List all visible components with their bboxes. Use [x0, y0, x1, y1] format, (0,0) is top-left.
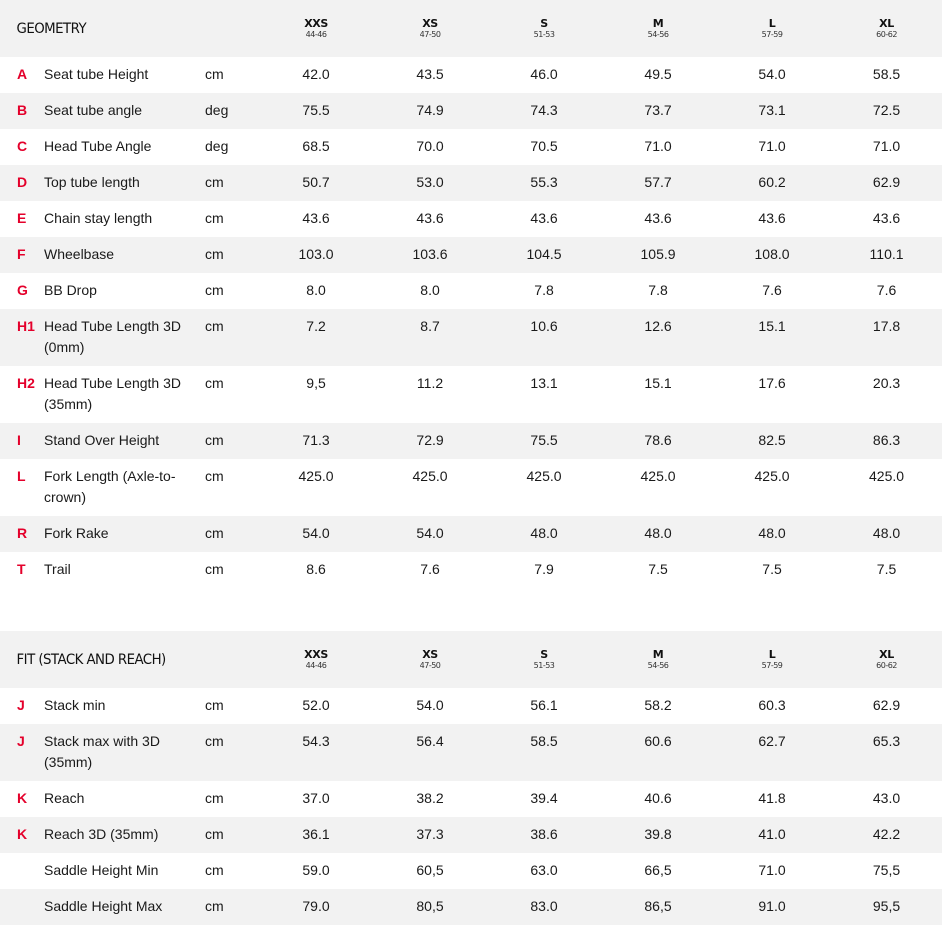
row-value: 71.0 [644, 138, 672, 154]
row-label: Stand Over Height [44, 432, 160, 448]
row-value: 48.0 [758, 525, 786, 541]
table-row [0, 57, 942, 93]
row-value: 49.5 [644, 66, 672, 82]
row-unit: cm [205, 432, 224, 448]
fit-header-row [0, 631, 942, 688]
row-value: 110.1 [869, 246, 904, 262]
row-value: 86.3 [872, 432, 901, 448]
table-row [0, 552, 942, 588]
row-value: 58.5 [872, 66, 901, 82]
row-letter [0, 889, 44, 925]
row-value: 50.7 [302, 174, 330, 190]
row-value: 86,5 [644, 898, 672, 914]
row-letter: T [17, 561, 26, 577]
row-value: 56.4 [416, 733, 444, 749]
size-range: 47-50 [419, 29, 441, 39]
row-value: 54.0 [416, 525, 444, 541]
size-range: 54-56 [647, 660, 669, 670]
row-value: 10.6 [530, 318, 558, 334]
row-value: 7.6 [762, 282, 782, 298]
fit-rows [0, 688, 942, 925]
row-label: Head Tube Length 3D (0mm) [44, 318, 181, 355]
row-letter: H1 [17, 318, 35, 334]
row-value: 53.0 [416, 174, 444, 190]
row-value: 13.1 [530, 375, 558, 391]
row-value: 73.1 [758, 102, 786, 118]
row-value: 58.2 [644, 697, 672, 713]
row-label: Fork Length (Axle-to-crown) [44, 468, 176, 505]
size-name: M [652, 647, 664, 661]
size-header-s [487, 631, 601, 688]
row-label: Fork Rake [44, 525, 109, 541]
row-letter: D [17, 174, 28, 190]
size-name: XXS [304, 647, 328, 661]
row-value: 17.8 [872, 318, 901, 334]
row-letter: C [17, 138, 28, 154]
row-value: 8.6 [306, 561, 326, 577]
row-value: 65.3 [872, 733, 901, 749]
row-value: 80,5 [416, 898, 444, 914]
size-range: 44-46 [305, 660, 327, 670]
row-value: 68.5 [302, 138, 330, 154]
row-unit: cm [205, 174, 224, 190]
table-row [0, 309, 942, 366]
row-value: 43.0 [872, 790, 901, 806]
row-value: 79.0 [302, 898, 330, 914]
row-value: 78.6 [644, 432, 672, 448]
row-value: 105.9 [640, 246, 676, 262]
row-letter [0, 853, 44, 889]
size-header-xl [829, 631, 942, 688]
size-name: XL [879, 16, 894, 30]
row-value: 42.0 [302, 66, 330, 82]
size-range: 44-46 [305, 29, 327, 39]
row-value: 54.3 [302, 733, 330, 749]
row-value: 425.0 [412, 468, 448, 484]
row-value: 37.3 [416, 826, 444, 842]
row-value: 74.9 [416, 102, 444, 118]
fit-section-title: FIT (STACK AND REACH) [16, 651, 166, 668]
row-value: 91.0 [758, 898, 786, 914]
row-value: 39.4 [530, 790, 558, 806]
row-label: Reach 3D (35mm) [44, 826, 159, 842]
row-value: 72.9 [416, 432, 444, 448]
row-letter: G [17, 282, 28, 298]
size-header-s [487, 0, 601, 57]
row-label: BB Drop [44, 282, 97, 298]
row-value: 54.0 [302, 525, 330, 541]
row-label: Saddle Height Min [44, 862, 159, 878]
table-row [0, 423, 942, 459]
row-value: 43.6 [758, 210, 786, 226]
row-value: 48.0 [872, 525, 901, 541]
table-row [0, 781, 942, 817]
row-value: 43.6 [872, 210, 901, 226]
size-name: S [540, 647, 548, 661]
row-value: 36.1 [302, 826, 330, 842]
row-unit: cm [205, 898, 224, 914]
size-header-xs [373, 0, 487, 57]
table-row [0, 459, 942, 516]
row-value: 42.2 [872, 826, 901, 842]
row-value: 103.0 [298, 246, 334, 262]
row-value: 38.2 [416, 790, 444, 806]
row-value: 71.0 [758, 138, 786, 154]
row-value: 62.7 [758, 733, 786, 749]
row-value: 60.2 [758, 174, 786, 190]
row-label: Wheelbase [44, 246, 115, 262]
row-value: 15.1 [758, 318, 786, 334]
size-name: XS [422, 16, 438, 30]
row-letter: R [17, 525, 28, 541]
row-label: Head Tube Length 3D (35mm) [44, 375, 181, 412]
geometry-header-row [0, 0, 942, 57]
row-value: 43.6 [644, 210, 672, 226]
row-unit: cm [205, 733, 224, 749]
row-label: Seat tube angle [44, 102, 143, 118]
size-header-xl [829, 0, 942, 57]
row-value: 54.0 [758, 66, 786, 82]
row-unit: cm [205, 246, 224, 262]
row-value: 9,5 [306, 375, 326, 391]
size-range: 54-56 [647, 29, 669, 39]
row-value: 425.0 [869, 468, 905, 484]
row-letter: J [17, 697, 25, 713]
row-value: 48.0 [644, 525, 672, 541]
row-value: 72.5 [872, 102, 901, 118]
row-letter: J [17, 733, 25, 749]
row-value: 15.1 [644, 375, 672, 391]
row-value: 39.8 [644, 826, 672, 842]
row-value: 8.7 [420, 318, 440, 334]
table-row [0, 201, 942, 237]
size-range: 60-62 [876, 660, 897, 670]
row-value: 40.6 [644, 790, 672, 806]
row-letter: B [17, 102, 28, 118]
size-range: 51-53 [533, 29, 555, 39]
row-value: 7.8 [534, 282, 554, 298]
row-value: 8.0 [306, 282, 326, 298]
row-unit: cm [205, 790, 224, 806]
size-range: 57-59 [761, 29, 783, 39]
row-value: 17.6 [758, 375, 786, 391]
row-letter: E [17, 210, 27, 226]
row-value: 43.6 [530, 210, 558, 226]
table-row [0, 165, 942, 201]
row-letter: I [17, 432, 21, 448]
row-value: 425.0 [754, 468, 790, 484]
row-unit: cm [205, 525, 224, 541]
row-value: 60,5 [416, 862, 444, 878]
size-name: XXS [304, 16, 328, 30]
row-value: 7.5 [648, 561, 668, 577]
row-value: 60.6 [644, 733, 672, 749]
row-unit: cm [205, 561, 224, 577]
row-value: 75.5 [302, 102, 330, 118]
size-header-m [601, 0, 715, 57]
row-value: 83.0 [530, 898, 558, 914]
row-value: 60.3 [758, 697, 786, 713]
size-name: M [652, 16, 664, 30]
table-row [0, 688, 942, 724]
row-value: 37.0 [302, 790, 330, 806]
row-unit: cm [205, 210, 224, 226]
row-value: 7.2 [306, 318, 326, 334]
row-value: 8.0 [420, 282, 440, 298]
fit-table [0, 631, 942, 925]
row-letter: K [17, 826, 28, 842]
size-range: 60-62 [876, 29, 897, 39]
row-unit: cm [205, 862, 224, 878]
row-letter: F [17, 246, 26, 262]
row-letter: A [17, 66, 28, 82]
size-header-m [601, 631, 715, 688]
row-value: 7.6 [420, 561, 440, 577]
table-row [0, 237, 942, 273]
size-range: 51-53 [533, 660, 555, 670]
row-label: Stack min [44, 697, 106, 713]
row-value: 56.1 [530, 697, 558, 713]
row-value: 43.6 [416, 210, 444, 226]
row-value: 46.0 [530, 66, 558, 82]
row-value: 95,5 [872, 898, 901, 914]
row-value: 71.0 [872, 138, 901, 154]
row-unit: cm [205, 375, 224, 391]
row-value: 104.5 [526, 246, 562, 262]
size-header-xs [373, 631, 487, 688]
row-unit: cm [205, 66, 224, 82]
row-value: 41.0 [758, 826, 786, 842]
table-row [0, 889, 942, 925]
row-value: 108.0 [754, 246, 790, 262]
row-value: 52.0 [302, 697, 330, 713]
row-value: 20.3 [872, 375, 901, 391]
row-unit: cm [205, 318, 224, 334]
table-row [0, 129, 942, 165]
row-value: 7.8 [648, 282, 668, 298]
row-value: 103.6 [412, 246, 448, 262]
row-value: 55.3 [530, 174, 558, 190]
size-name: XS [422, 647, 438, 661]
row-label: Saddle Height Max [44, 898, 163, 914]
row-unit: cm [205, 697, 224, 713]
row-value: 425.0 [526, 468, 562, 484]
row-value: 63.0 [530, 862, 558, 878]
row-value: 70.5 [530, 138, 558, 154]
table-row [0, 724, 942, 781]
row-value: 71.0 [758, 862, 786, 878]
row-label: Trail [44, 561, 71, 577]
row-value: 38.6 [530, 826, 558, 842]
size-range: 57-59 [761, 660, 783, 670]
row-value: 425.0 [298, 468, 334, 484]
size-name: S [540, 16, 548, 30]
row-unit: cm [205, 826, 224, 842]
table-row [0, 853, 942, 889]
row-value: 62.9 [872, 697, 901, 713]
table-row [0, 93, 942, 129]
size-name: L [768, 16, 776, 30]
row-label: Stack max with 3D (35mm) [44, 733, 160, 770]
row-unit: deg [205, 138, 229, 154]
row-value: 70.0 [416, 138, 444, 154]
row-value: 71.3 [302, 432, 330, 448]
row-letter: H2 [17, 375, 35, 391]
row-unit: cm [205, 468, 224, 484]
row-value: 43.5 [416, 66, 444, 82]
row-value: 7.9 [534, 561, 554, 577]
geometry-section-title: GEOMETRY [16, 20, 87, 37]
size-name: XL [879, 647, 894, 661]
row-label: Head Tube Angle [44, 138, 152, 154]
table-row [0, 516, 942, 552]
row-value: 75.5 [530, 432, 558, 448]
row-value: 62.9 [872, 174, 901, 190]
size-range: 47-50 [419, 660, 441, 670]
size-header-l [715, 0, 829, 57]
row-label: Seat tube Height [44, 66, 149, 82]
row-value: 74.3 [530, 102, 558, 118]
row-unit: deg [205, 102, 229, 118]
row-value: 75,5 [872, 862, 901, 878]
table-row [0, 273, 942, 309]
row-unit: cm [205, 282, 224, 298]
row-value: 425.0 [640, 468, 676, 484]
row-value: 12.6 [644, 318, 672, 334]
table-row [0, 366, 942, 423]
table-row [0, 817, 942, 853]
row-label: Chain stay length [44, 210, 153, 226]
size-name: L [768, 647, 776, 661]
row-value: 58.5 [530, 733, 558, 749]
section-gap [0, 588, 942, 631]
size-header-xxs [259, 631, 373, 688]
row-value: 11.2 [416, 375, 444, 391]
row-value: 43.6 [302, 210, 330, 226]
row-value: 54.0 [416, 697, 444, 713]
row-letter: K [17, 790, 28, 806]
row-value: 41.8 [758, 790, 786, 806]
row-value: 66,5 [644, 862, 672, 878]
row-value: 73.7 [644, 102, 672, 118]
row-value: 59.0 [302, 862, 330, 878]
size-header-l [715, 631, 829, 688]
row-label: Top tube length [44, 174, 140, 190]
geometry-rows [0, 57, 942, 588]
row-value: 57.7 [644, 174, 672, 190]
row-value: 48.0 [530, 525, 558, 541]
row-value: 7.6 [876, 282, 897, 298]
size-header-xxs [259, 0, 373, 57]
row-letter: L [17, 468, 26, 484]
row-label: Reach [44, 790, 85, 806]
row-value: 7.5 [876, 561, 897, 577]
row-value: 7.5 [762, 561, 782, 577]
row-value: 82.5 [758, 432, 786, 448]
